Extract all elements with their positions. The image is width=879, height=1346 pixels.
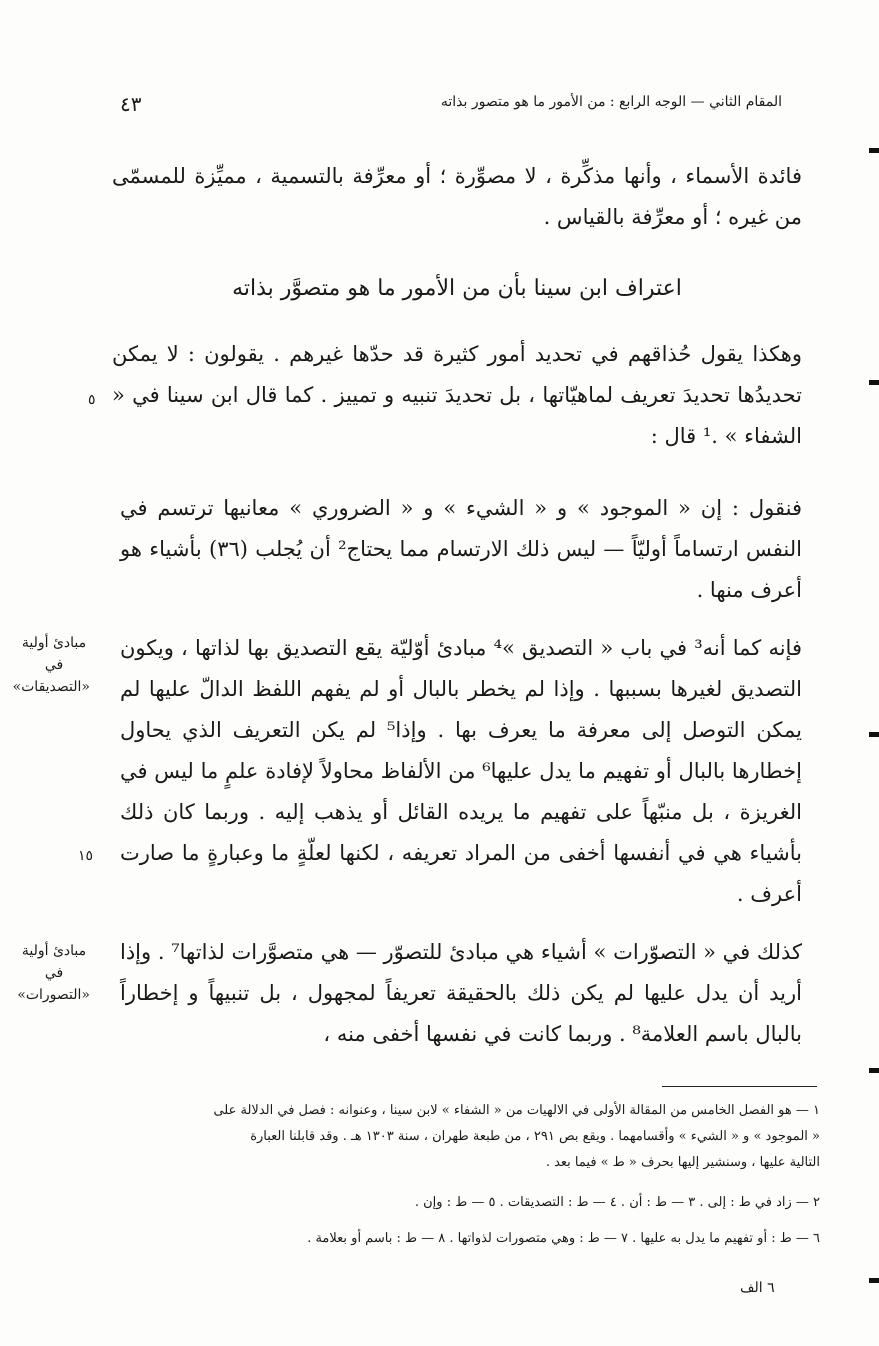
paragraph-intro: فائدة الأسماء ، وأنها مذكِّرة ، لا مصوِّرة ؛ أو معرِّفة بالتسمية ، مميِّزة للمسمّى من غيره ؛ أو معرِّفة بالقياس . <box>112 164 802 229</box>
quote-paragraph-conception: كذلك في « التصوّرات » أشياء هي مبادئ للتصوّر — هي متصوَّرات لذاتها⁷ . وإذا أريد أن يدل عليها لم يكن ذلك بالحقيقة تعريفاً لمجهول ، بل تنبيهاً و إخطاراً بالبال باسم العلامة⁸ . وربما كانت في نفسها أخفى منه ، <box>120 940 803 1046</box>
edge-mark <box>869 732 879 737</box>
edge-mark <box>869 1278 879 1283</box>
running-title: المقام الثاني — الوجه الرابع : من الأمور ما هو متصور بذاته <box>440 94 782 110</box>
footnote-line-2: « الموجود » و « الشيء » وأقسامهما . ويقع بص ٢٩١ ، من طبعة طهران ، سنة ١٣٠٣ هـ . وقد قابلنا العبارة <box>250 1129 820 1144</box>
line-number-5: ٥ <box>88 392 96 408</box>
quote-paragraph-assent: فإنه كما أنه³ في باب « التصديق »⁴ مبادئ أوّليّة يقع التصديق بها لذاتها ، ويكون التصديق لغيرها بسببها . وإذا لم يخطر بالبال أو لم يفهم اللفظ الدالّ عليها لم يمكن التوصل إلى معرفة ما يعرف بها . وإذا⁵ لم يكن التعريف الذي يحاول إخطارها بالبال أو تفهيم ما يدل عليها⁶ من الألفاظ محاولاً لإفادة علمٍ ما ليس في الغريزة ، بل منبّهاً على تفهيم ما يريده القائل أو يذهب إليه . وربما كان ذلك بأشياء هي في أنفسها أخفى من المراد تعريفه ، لكنها لعلّةٍ ما وعبارةٍ ما صارت أعرف . <box>120 636 802 906</box>
margin-note-assent: مبادئ أولية في «التصديقات» <box>12 635 90 695</box>
line-number-15: ١٥ <box>78 848 94 864</box>
footnote-rule <box>662 1086 817 1087</box>
footnote-line-5: ٦ — ط : أو تفهيم ما يدل به عليها . ٧ — ط : وهي متصورات لذواتها . ٨ — ط : باسم أو بعلامة . <box>307 1231 820 1246</box>
footnote-line-3: التالية عليها ، وسنشير إليها بحرف « ط » فيما بعد . <box>545 1155 820 1170</box>
quote-paragraph-existence: فنقول : إن « الموجود » و « الشيء » و « الضروري » معانيها ترتسم في النفس ارتساماً أوليّاً — ليس ذلك الارتسام مما يحتاج² أن يُجلب (٣٦) بأشياء هو أعرف منها . <box>120 496 802 602</box>
footnote-line-1: ١ — هو الفصل الخامس من المقالة الأولى في الالهيات من « الشفاء » لابن سينا ، وعنوانه : فصل في الدلالة على <box>213 1103 820 1118</box>
edge-mark <box>869 148 879 153</box>
printer-signature: ٦ الف <box>740 1280 775 1296</box>
edge-mark <box>869 1068 879 1073</box>
paragraph-ibn-sina: وهكذا يقول حُذاقهم في تحديد أمور كثيرة قد حدّها غيرهم . يقولون : لا يمكن تحديدُها تحديدَ تعريف لماهيّاتها ، بل تحديدَ تنبيه و تمييز . كما قال ابن سينا في « الشفاء » .¹ قال : <box>112 342 802 448</box>
page-number: ٤٣ <box>120 92 142 116</box>
margin-note-conception: مبادئ أولية في «التصورات» <box>17 943 90 1003</box>
footnote-line-4: ٢ — زاد في ط : إلى . ٣ — ط : أن . ٤ — ط : التصديقات . ٥ — ط : وإن . <box>414 1195 820 1210</box>
edge-mark <box>869 380 879 385</box>
section-heading: اعتراف ابن سينا بأن من الأمور ما هو متصوَّر بذاته <box>232 276 682 301</box>
